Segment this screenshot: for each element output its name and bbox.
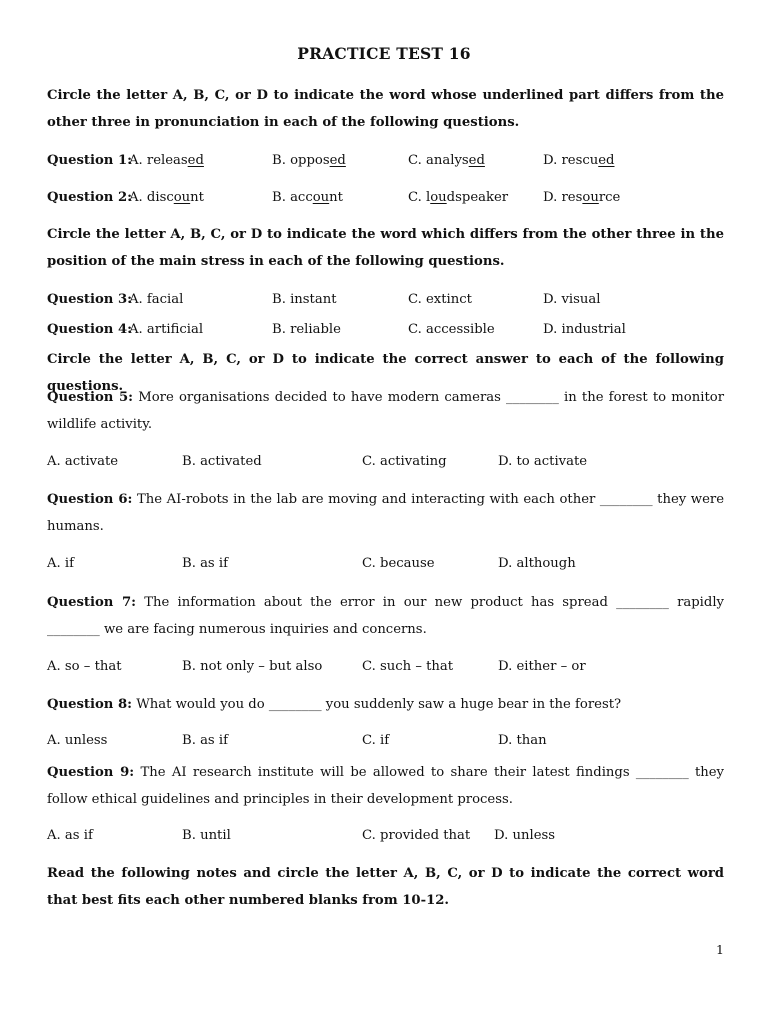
option-c: C. provided that bbox=[362, 828, 471, 843]
page-number: 1 bbox=[716, 942, 724, 957]
question-7 bbox=[47, 589, 724, 643]
page-title: PRACTICE TEST 16 bbox=[297, 44, 471, 63]
option-b: B. not only – but also bbox=[182, 659, 323, 674]
option-b: B. activated bbox=[182, 454, 262, 469]
option-d: D. to activate bbox=[498, 454, 588, 469]
question-label: Question 8: bbox=[47, 697, 133, 712]
option-d: D. visual bbox=[543, 292, 601, 307]
option-b: B. opposed bbox=[272, 153, 346, 168]
question-8-options bbox=[47, 733, 724, 753]
option-c: C. analysed bbox=[408, 153, 485, 168]
option-d: D. than bbox=[498, 733, 547, 748]
option-d: D. rescued bbox=[543, 153, 615, 168]
question-label: Question 1: bbox=[47, 153, 133, 168]
option-a: A. if bbox=[47, 556, 75, 571]
section1-instruction: Circle the letter A, B, C, or D to indicate the word whose underlined part differs from the other three in pronunciation in each of the following questions. bbox=[47, 88, 724, 130]
option-b: B. reliable bbox=[272, 322, 341, 337]
option-c: C. because bbox=[362, 556, 435, 571]
question-text: The AI-robots in the lab are moving and interacting with each other ________ they were humans. bbox=[47, 492, 724, 534]
question-6-options bbox=[47, 556, 724, 576]
question-label: Question 6: bbox=[47, 492, 133, 507]
question-9 bbox=[47, 759, 724, 813]
option-d: D. resource bbox=[543, 190, 621, 205]
option-a: A. facial bbox=[129, 292, 184, 307]
option-a: A. as if bbox=[47, 828, 93, 843]
option-c: C. activating bbox=[362, 454, 447, 469]
question-3 bbox=[47, 286, 724, 313]
question-label: Question 5: bbox=[47, 390, 134, 405]
option-b: B. as if bbox=[182, 556, 228, 571]
question-label: Question 9: bbox=[47, 765, 135, 780]
section4-instruction: Read the following notes and circle the letter A, B, C, or D to indicate the correct word that best fits each other numbered blanks from 10-12. bbox=[47, 866, 724, 908]
question-label: Question 7: bbox=[47, 595, 137, 610]
question-label: Question 4: bbox=[47, 322, 133, 337]
option-d: D. unless bbox=[494, 828, 556, 843]
option-a: A. discount bbox=[129, 190, 204, 205]
option-c: C. such – that bbox=[362, 659, 454, 674]
question-9-options bbox=[47, 828, 724, 848]
option-b: B. as if bbox=[182, 733, 228, 748]
option-d: D. industrial bbox=[543, 322, 626, 337]
option-b: B. until bbox=[182, 828, 231, 843]
option-d: D. either – or bbox=[498, 659, 586, 674]
question-8 bbox=[47, 691, 724, 718]
section2-instruction: Circle the letter A, B, C, or D to indicate the word which differs from the other three in the position of the main stress in each of the following questions. bbox=[47, 227, 724, 269]
option-a: A. artificial bbox=[129, 322, 204, 337]
question-text: The AI research institute will be allowed to share their latest findings ________ they follow ethical guidelines and principles in their development process. bbox=[47, 765, 725, 807]
option-a: A. activate bbox=[47, 454, 119, 469]
option-b: B. account bbox=[272, 190, 343, 205]
option-a: A. released bbox=[129, 153, 204, 168]
option-c: C. extinct bbox=[408, 292, 472, 307]
question-5 bbox=[47, 384, 724, 438]
option-c: C. if bbox=[362, 733, 390, 748]
question-label: Question 3: bbox=[47, 292, 133, 307]
option-c: C. loudspeaker bbox=[408, 190, 509, 205]
question-7-options bbox=[47, 659, 724, 679]
option-b: B. instant bbox=[272, 292, 337, 307]
question-text: More organisations decided to have modern cameras ________ in the forest to monitor wildlife activity. bbox=[47, 390, 724, 432]
question-1 bbox=[47, 147, 724, 174]
question-4 bbox=[47, 316, 724, 343]
question-text: The information about the error in our new product has spread ________ rapidly ________ we are facing numerous inquiries and concerns. bbox=[47, 595, 725, 637]
question-6 bbox=[47, 486, 724, 540]
question-2 bbox=[47, 184, 724, 211]
option-d: D. although bbox=[498, 556, 576, 571]
question-5-options bbox=[47, 454, 724, 474]
question-label: Question 2: bbox=[47, 190, 133, 205]
option-a: A. so – that bbox=[47, 659, 122, 674]
question-text: What would you do ________ you suddenly saw a huge bear in the forest? bbox=[136, 697, 622, 712]
option-a: A. unless bbox=[47, 733, 108, 748]
option-c: C. accessible bbox=[408, 322, 495, 337]
section3-instruction: Circle the letter A, B, C, or D to indicate the correct answer to each of the following questions. bbox=[47, 352, 724, 394]
